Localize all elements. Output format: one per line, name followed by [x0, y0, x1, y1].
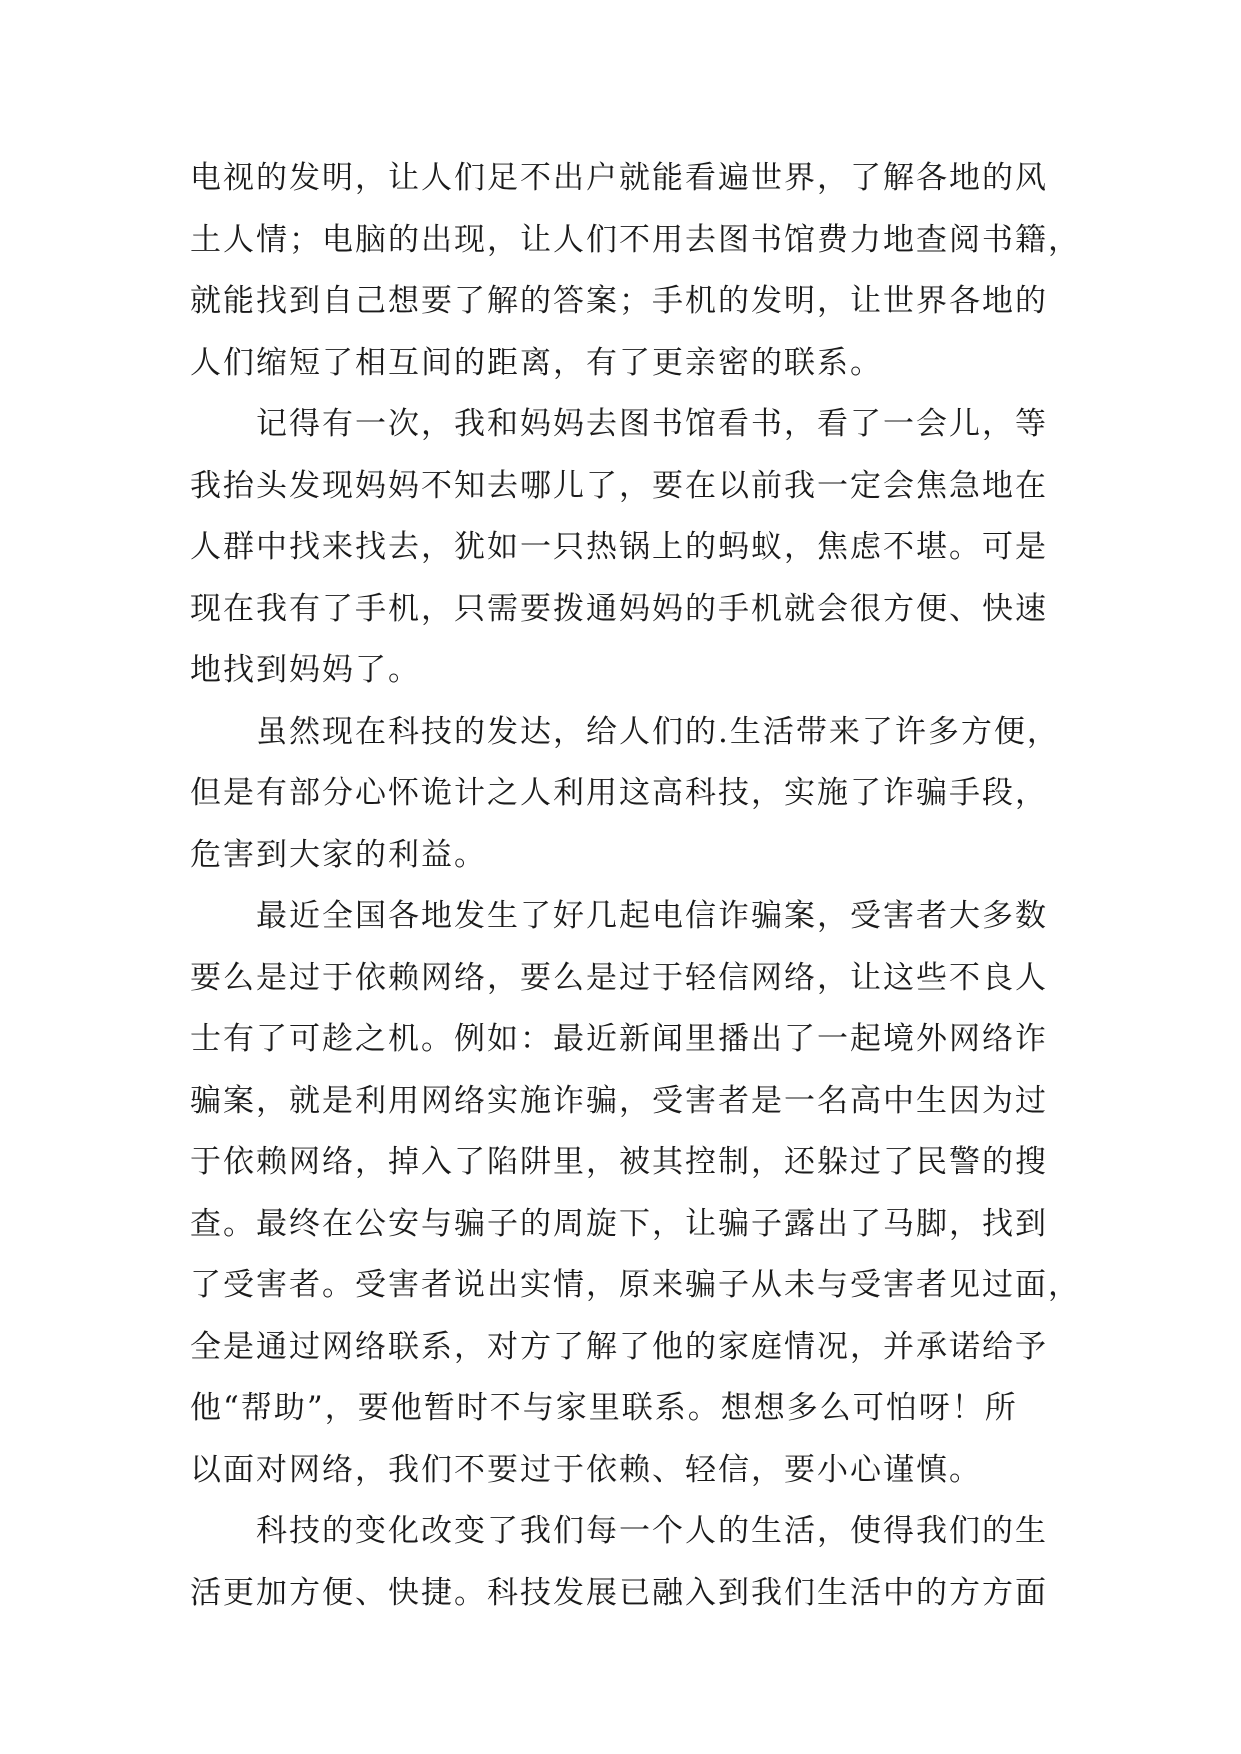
document-body — [190, 148, 1081, 1624]
text-line: 于依赖网络，掉入了陷阱里，被其控制，还躲过了民警的搜 — [190, 1144, 1048, 1180]
text-line: 危害到大家的利益。 — [190, 836, 487, 873]
text-line: 就能找到自己想要了解的答案；手机的发明，让世界各地的 — [190, 283, 1048, 319]
text-line: 士有了可趁之机。例如：最近新闻里播出了一起境外网络诈 — [190, 1021, 1048, 1057]
paragraph — [190, 702, 1070, 887]
text-line: 现在我有了手机，只需要拨通妈妈的手机就会很方便、快速 — [190, 590, 1048, 627]
text-line: 人群中找来找去，犹如一只热锅上的蚂蚁，焦虑不堪。可是 — [190, 529, 1048, 565]
text-line: 电视的发明，让人们足不出户就能看遍世界，了解各地的风 — [190, 160, 1048, 196]
text-line: 科技的变化改变了我们每一个人的生活，使得我们的生 — [256, 1513, 1048, 1549]
text-line: 土人情；电脑的出现，让人们不用去图书馆费力地查阅书籍， — [190, 221, 1081, 258]
paragraph — [190, 1501, 1070, 1624]
text-line: 人们缩短了相互间的距离，有了更亲密的联系。 — [190, 344, 883, 381]
text-line: 了受害者。受害者说出实情，原来骗子从未与受害者见过面， — [190, 1267, 1081, 1303]
text-line: 他“帮助”，要他暂时不与家里联系。想想多么可怕呀！所 — [190, 1390, 1018, 1426]
text-line: 我抬头发现妈妈不知去哪儿了，要在以前我一定会焦急地在 — [190, 467, 1048, 504]
text-line: 要么是过于依赖网络，要么是过于轻信网络，让这些不良人 — [190, 959, 1048, 996]
text-line: 查。最终在公安与骗子的周旋下，让骗子露出了马脚，找到 — [190, 1205, 1048, 1242]
paragraph — [190, 886, 1081, 1501]
paragraph — [190, 148, 1081, 394]
paragraph — [190, 394, 1070, 702]
text-line: 但是有部分心怀诡计之人利用这高科技，实施了诈骗手段， — [190, 775, 1048, 811]
text-line: 以面对网络，我们不要过于依赖、轻信，要小心谨慎。 — [190, 1451, 982, 1488]
text-line: 记得有一次，我和妈妈去图书馆看书，看了一会儿，等 — [256, 406, 1048, 442]
text-line: 虽然现在科技的发达，给人们的.生活带来了许多方便， — [256, 713, 1060, 750]
text-line: 最近全国各地发生了好几起电信诈骗案，受害者大多数 — [256, 898, 1048, 934]
text-line: 骗案，就是利用网络实施诈骗，受害者是一名高中生因为过 — [190, 1082, 1048, 1119]
text-line: 活更加方便、快捷。科技发展已融入到我们生活中的方方面 — [190, 1574, 1048, 1611]
text-line: 全是通过网络联系，对方了解了他的家庭情况，并承诺给予 — [190, 1328, 1048, 1365]
text-line: 地找到妈妈了。 — [190, 652, 421, 688]
